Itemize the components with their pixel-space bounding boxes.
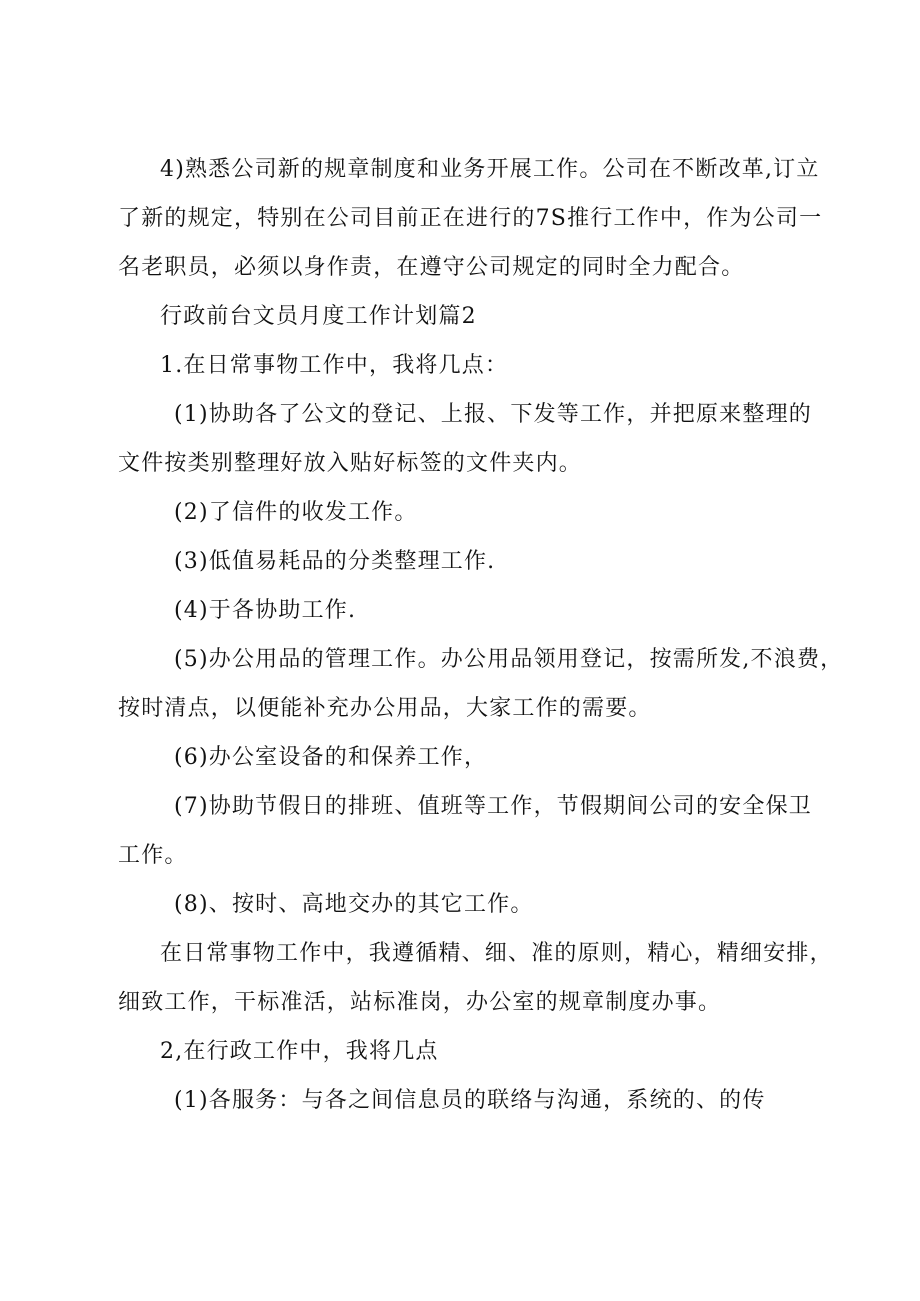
list-item: (1)各服务：与各之间信息员的联络与沟通，系统的、的传 [174,1088,766,1113]
paragraph-line: 细致工作，干标准活，站标准岗，办公室的规章制度办事。 [118,990,722,1015]
list-item: (1)协助各了公文的登记、上报、下发等工作，并把原来整理的 [174,402,812,427]
list-item: (4)于各协助工作. [174,598,357,623]
paragraph-line: 在日常事物工作中，我遵循精、细、准的原则，精心，精细安排， [160,941,833,966]
paragraph-line: 了新的规定，特别在公司目前正在进行的7S推行工作中，作为公司一 [118,206,823,231]
list-item: (7)协助节假日的排班、值班等工作，节假期间公司的安全保卫 [174,794,812,819]
list-item: (5)办公用品的管理工作。办公用品领用登记，按需所发,不浪费， [174,647,844,672]
list-item: (6)办公室设备的和保养工作， [174,745,488,770]
paragraph-line: 4)熟悉公司新的规章制度和业务开展工作。公司在不断改革,订立 [160,157,820,182]
paragraph-line: 1.在日常事物工作中，我将几点： [160,353,509,378]
paragraph-line: 按时清点，以便能补充办公用品，大家工作的需要。 [118,696,652,721]
paragraph-line: 文件按类别整理好放入贴好标签的文件夹内。 [118,451,583,476]
paragraph-line: 名老职员，必须以身作责，在遵守公司规定的同时全力配合。 [118,255,745,280]
section-heading: 行政前台文员月度工作计划篇2 [160,304,477,329]
list-item: (2)了信件的收发工作。 [174,500,418,525]
paragraph-line: 工作。 [118,843,188,868]
paragraph-line: 2,在行政工作中，我将几点 [160,1039,439,1064]
list-item: (3)低值易耗品的分类整理工作. [174,549,496,574]
list-item: (8)、按时、高地交办的其它工作。 [174,892,534,917]
